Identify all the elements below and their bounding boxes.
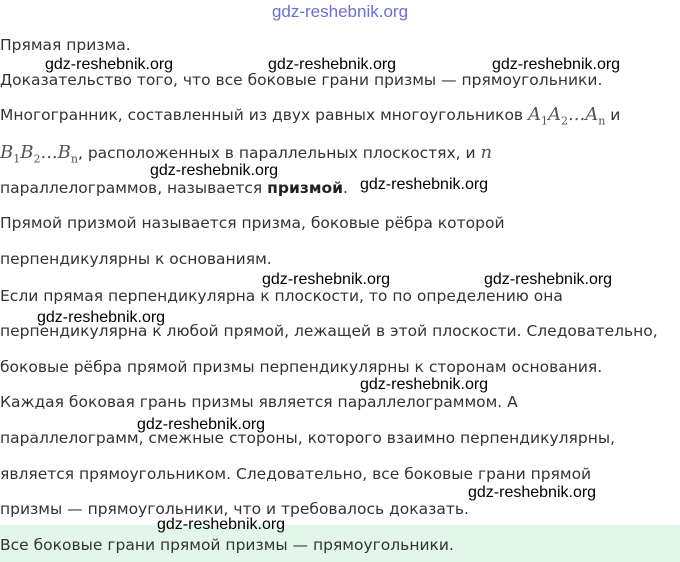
watermark: gdz-reshebnik.org — [468, 484, 597, 501]
reasoning-line-6: является прямоугольником. Следовательно, все боковые грани прямой — [0, 465, 592, 483]
task-statement: Доказательство того, что все боковые грани призмы — прямоугольники. — [0, 71, 603, 89]
definition-line-1 — [0, 105, 620, 132]
watermark: gdz-reshebnik.org — [484, 271, 613, 288]
watermark: gdz-reshebnik.org — [150, 162, 279, 179]
watermark: gdz-reshebnik.org — [262, 271, 391, 288]
n-variable: n — [480, 142, 493, 163]
polygon-a-formula: $A_1A_2...A_n$ — [528, 104, 606, 128]
watermark: gdz-reshebnik.org — [492, 56, 621, 73]
watermark: gdz-reshebnik.org — [37, 309, 166, 326]
reasoning-line-1: Если прямая перпендикулярна к плоскости, то по определению она — [0, 287, 563, 305]
watermark: gdz-reshebnik.org — [137, 416, 266, 433]
reasoning-line-7: призмы — прямоугольники, что и требовалось доказать. — [0, 500, 469, 518]
title: Прямая призма. — [0, 36, 131, 54]
watermark: gdz-reshebnik.org — [157, 516, 286, 533]
definition-line-3: параллелограммов, называется призмой. — [0, 179, 348, 197]
watermark: gdz-reshebnik.org — [45, 56, 174, 73]
reasoning-line-3: боковые рёбра прямой призмы перпендикулярны к сторонам основания. — [0, 358, 603, 376]
term-prism: призмой — [267, 179, 344, 197]
watermark: gdz-reshebnik.org — [268, 56, 397, 73]
watermark: gdz-reshebnik.org — [360, 376, 489, 393]
reasoning-line-4: Каждая боковая грань призмы является параллелограммом. А — [0, 393, 518, 411]
right-prism-line-2: перпендикулярны к основаниям. — [0, 250, 272, 268]
right-prism-line-1: Прямой призмой называется призма, боковые рёбра которой — [0, 214, 505, 232]
watermark: gdz-reshebnik.org — [360, 176, 489, 193]
reasoning-line-5: параллелограмм, смежные стороны, которого взаимно перпендикулярны, — [0, 429, 615, 447]
conclusion-box — [0, 525, 680, 562]
definition-text-2: , расположенных в параллельных плоскостях, и — [77, 144, 476, 162]
polygon-b-formula: $B_1B_2...B_n$ — [0, 142, 78, 166]
conclusion-text: Все боковые грани прямой призмы — прямоугольники. — [0, 536, 454, 554]
and-word: и — [610, 106, 621, 124]
watermark-top: gdz-reshebnik.org — [271, 2, 409, 21]
definition-text: Многогранник, составленный из двух равных многоугольников — [0, 106, 524, 124]
reasoning-line-2: перпендикулярна к любой прямой, лежащей в этой плоскости. Следовательно, — [0, 322, 658, 340]
